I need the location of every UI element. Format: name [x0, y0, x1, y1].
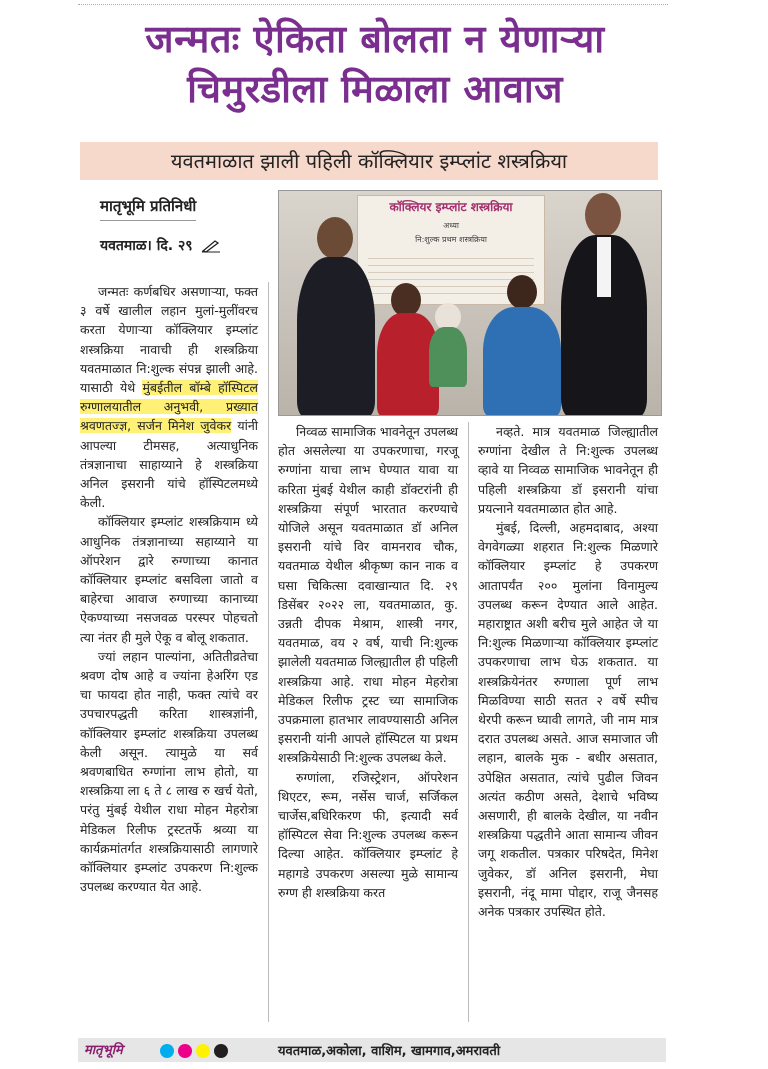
paragraph: मुंबई, दिल्ली, अहमदाबाद, अश्या वेगवेगळ्या शहरात नि:शुल्क मिळणारे कॉक्लियार इम्प्लांट हे उपकरण आतापर्यंत २०० मुलांना विनामुल्य उपलब्ध करून देण्यात आले आहेत. महाराष्ट्रात अशी बरीच मुले आहेत जे या नि:शुल्क मिळणाऱ्या कॉक्लियार इम्प्लांट उपकरणाचा लाभ घेऊ शकतात. या शस्त्रक्रियेनंतर रुग्णाला पूर्ण लाभ मिळविण्या साठी सतत २ वर्षे स्पीच थेरपी करून घ्यावी लागते, जी नाम मात्र दरात उपलब्ध असते. आज समाजात जी लहान, बालके मुक - बधीर असतात, उपेक्षित असतात, त्यांचे पुढील जिवन अत्यंत कठीण असते, देशाचे भविष्य असणारी, ही बालके देखील, या नवीन शस्त्रक्रिया पद्धतीने आता सामान्य जीवन जगू शकतील. पत्रकार परिषदेत, मिनेश जुवेकर, डॉ अनिल इसरानी, मेघा इसरानी, नंदू मामा पोद्दार, राजू जैनसह अनेक पत्रकार उपस्थित होते.: [478, 520, 658, 920]
color-dot: [196, 1044, 210, 1058]
child-body: [429, 327, 467, 387]
article-column-3: [478, 422, 658, 921]
article-column-1: [80, 282, 258, 1022]
dateline-text: यवतमाळ। दि. २९: [100, 238, 193, 254]
pen-icon: [201, 239, 221, 253]
footer-cities: यवतमाळ,अकोला, वाशिम, खामगाव,अमरावती: [278, 1044, 501, 1059]
paragraph: [80, 282, 258, 512]
color-dot: [178, 1044, 192, 1058]
highlighted-text: मुंबईतील बॉम्बे हॉस्पिटल रुग्णालयातील अनुभवी, प्रख्यात श्रवणतज्ज्ञ, सर्जन मिनेश जुवेकर: [80, 380, 258, 434]
dateline: [100, 236, 221, 255]
photo-banner-title: कॉक्लियर इम्प्लांट शस्त्रक्रिया: [389, 200, 513, 214]
text-span: जन्मतः कर्णबधिर असणाऱ्या, फक्त ३ वर्षे खालील लहान मुलां-मुलींवरच करता येणाऱ्या कॉक्लियार इम्प्लांट शस्त्रक्रिया नावाची ही शस्त्रक्रिया यवतमाळात नि:शुल्क संपन्न झाली आहे. यासाठी येथे: [80, 284, 258, 396]
paragraph: कॉक्लियार इम्प्लांट शस्त्रक्रियाम ध्ये आधुनिक तंत्रज्ञानाच्या सहाय्याने या ऑपरेशन द्वारे रुग्णाच्या कानात कॉक्लियार इम्प्लांट बसविला जातो व बाहेरचा आवाज रुग्णाच्या कानाच्या ऐकण्याच्या नसजवळ परस्पर पोहचतो त्या नंतर ही मुले ऐकू व बोलू शकतात.: [80, 514, 258, 645]
person-body: [483, 307, 561, 416]
headline: [70, 14, 680, 114]
article-column-2: [278, 422, 458, 902]
paragraph: नव्हते. मात्र यवतमाळ जिल्ह्यातील रुग्णांना देखील ते नि:शुल्क उपलब्ध व्हावे या निव्वळ सामाजिक भावनेतून ही पहिली शस्त्रक्रिया डॉ इसरानी यांचा प्रयत्नाने यवतमाळात होत आहे.: [478, 424, 658, 516]
subheadline: यवतमाळात झाली पहिली कॉक्लियार इम्प्लांट शस्त्रक्रिया: [80, 142, 658, 180]
paragraph: निव्वळ सामाजिक भावनेतून उपलब्ध होत असलेल्या या उपकरणाचा, गरजू रुग्णांना याचा लाभ घेण्यात यावा या करिता मुंबई येथील काही डॉक्टरांनी ही शस्त्रक्रिया संपूर्ण भारतात करण्याचे योजिले असून यवतमाळात डॉ अनिल इसरानी यांचे विर वामनराव चौक, यवतमाळ येथील श्रीकृष्ण कान नाक व घसा चिकित्सा दवाखान्यात दि. २९ डिसेंबर २०२२ ला, यवतमाळात, कु. उन्नती दीपक मेश्राम, शास्त्री नगर, यवतमाळ, वय २ वर्ष, याची नि:शुल्क झालेली यवतमाळ जिल्ह्यातील ही पहिली शस्त्रक्रिया आहे. राधा मोहन मेहरोत्रा मेडिकल रिलीफ ट्रस्ट च्या सामाजिक उपक्रमाला हातभार लावण्यासाठी अनिल इसरानी यांनी आपले हॉस्पिटल या प्रथम शस्त्रक्रियेसाठी नि:शुल्क उपलब्ध केले.: [278, 424, 458, 766]
color-dot: [160, 1044, 174, 1058]
paragraph: ज्यां लहान पाल्यांना, अतितीव्रतेचा श्रवण दोष आहे व ज्यांना हेअरिंग एड चा फायदा होत नाही, फक्त त्यांचे वर उपचारपद्धती करिता शास्त्रज्ञांनी, कॉक्लियार इम्प्लांट शस्त्रक्रिया उपलब्ध केली असून. त्यामुळे या सर्व श्रवणबाधित रुग्णांना लाभ होतो, या शस्त्रक्रिया ला ६ ते ८ लाख रु खर्च येतो, परंतु मुंबई येथील राधा मोहन मेहरोत्रा मेडिकल रिलीफ ट्रस्टतर्फे श्रव्या या कार्यक्रमांतर्गत शस्त्रक्रियासाठी लागणारे कॉक्लियार इम्प्लांट उपकरण नि:शुल्क उपलब्ध करण्यात येत आहे.: [80, 648, 258, 895]
headline-line-2: चिमुरडीला मिळाला आवाज: [187, 67, 563, 111]
photo-banner-line-1: अध्या: [443, 221, 459, 230]
color-dot: [214, 1044, 228, 1058]
paragraph: रुग्णांला, रजिस्ट्रेशन, ऑपरेशन थिएटर, रूम, नर्सेस चार्ज, सर्जिकल चार्जेस,बधिरिकरण फी, इत्यादी सर्व हॉस्पिटल सेवा नि:शुल्क उपलब्ध करून दिल्या आहेत. कॉक्लियार इम्प्लांट हे महागडे उपकरण असल्या मुळे सामान्य रुग्ण ही शस्त्रक्रिया करत: [278, 769, 458, 900]
person-head: [391, 283, 421, 317]
color-registration-dots: [160, 1043, 232, 1062]
byline: मातृभूमि प्रतिनिधी: [100, 196, 196, 221]
person-head: [585, 193, 621, 237]
shirt: [597, 237, 611, 297]
text-span: यांनी आपल्या टीमसह, अत्याधुनिक तंत्रज्ञानाचा साहाय्याने हे शस्त्रक्रिया अनिल इसरानी यांचे हॉस्पिटलमध्ये केली.: [80, 418, 258, 511]
column-rule-2: [468, 422, 469, 1022]
column-rule-1: [268, 282, 269, 1022]
footer-brand: मातृभूमि: [84, 1043, 123, 1058]
page-footer: [78, 1038, 666, 1062]
news-photo: [278, 190, 662, 416]
headline-line-1: जन्मतः ऐकिता बोलता न येणाऱ्या: [145, 17, 605, 61]
person-body: [297, 257, 375, 416]
photo-banner-line-2: नि:शुल्क प्रथम शस्त्रक्रिया: [415, 235, 487, 244]
person-head: [317, 217, 353, 259]
person-head: [507, 275, 537, 309]
top-dotted-rule: [78, 4, 668, 5]
